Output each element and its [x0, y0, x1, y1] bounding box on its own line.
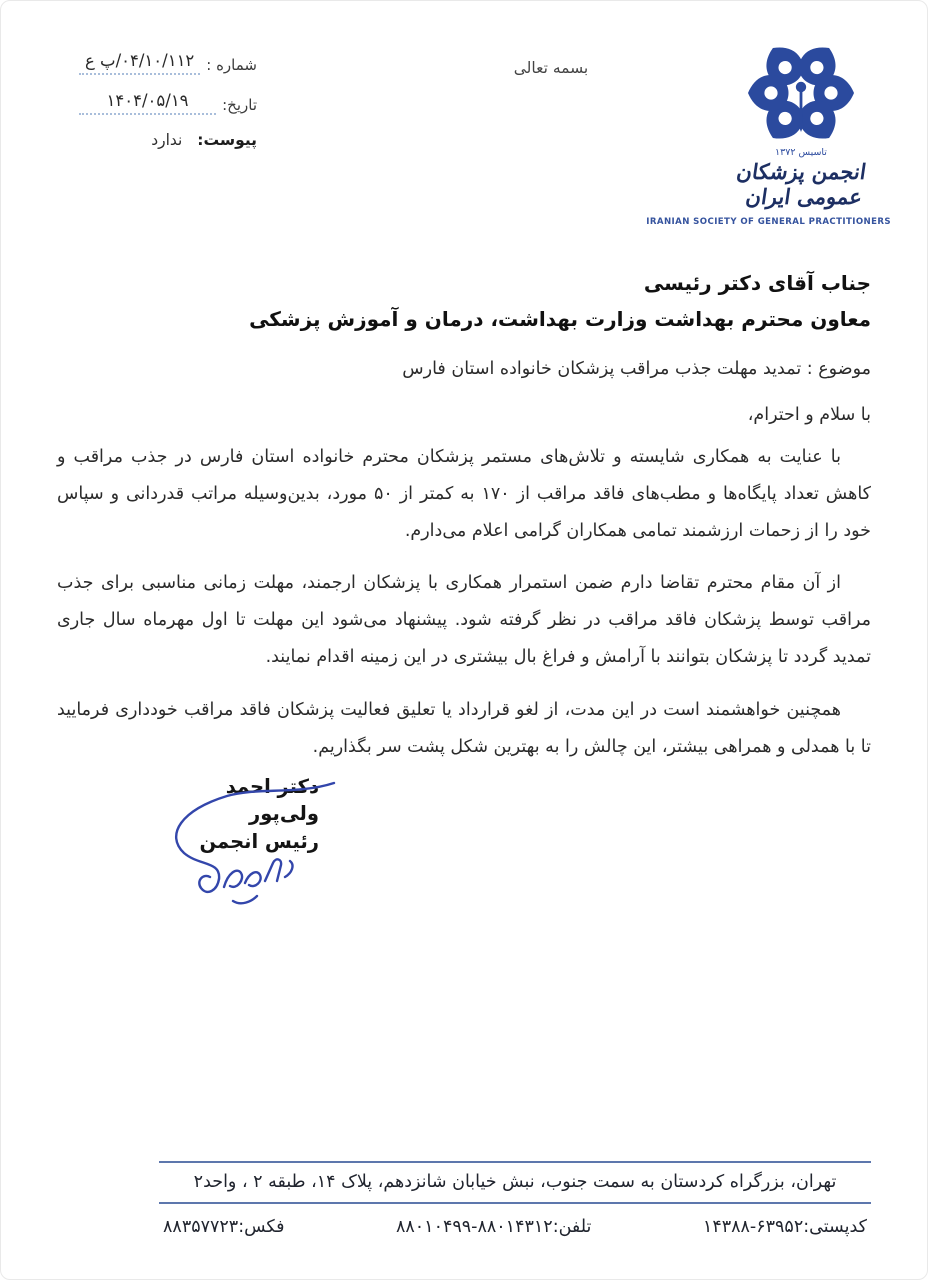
letter-number-value: ۰۴/۱۰/۱۱۲/پ ع: [84, 51, 195, 70]
letter-number-field: [79, 51, 257, 75]
logo-name-english: IRANIAN SOCIETY OF GENERAL PRACTITIONERS: [646, 217, 891, 228]
phone-label: تلفن:: [552, 1217, 592, 1237]
postal-code-value: ۱۴۳۸۸-۶۳۹۵۲: [702, 1217, 804, 1237]
signer-title: رئیس انجمن: [199, 829, 319, 853]
fax-value: ۸۸۳۵۷۷۲۳: [163, 1217, 239, 1237]
letter-number-line: [79, 51, 200, 75]
attachment-field: [79, 131, 257, 149]
logo-name-persian: انجمن پزشکان عمومی ایران: [733, 160, 866, 210]
attachment-label: پیوست:: [197, 131, 257, 149]
recipient-name: جناب آقای دکتر رئیسی: [643, 271, 871, 295]
phone-item: [396, 1217, 591, 1237]
letter-footer: [159, 1161, 871, 1237]
paragraph-2: از آن مقام محترم تقاضا دارم ضمن استمرار همکاری با پزشکان ارجمند، مهلت زمانی مناسبی برای جذب مراقب توسط پزشکان فاقد مراقب در نظر گرفته شود. پیشنهاد می‌شود این مهلت تا اول مهرماه سال جاری تمدید گردد تا پزشکان بتوانند با آرامش و فراغ بال بیشتری در این زمینه اقدام نمایند.: [57, 573, 871, 668]
footer-rule-bottom: [159, 1202, 871, 1204]
bismillah-text: بسمه تعالی: [513, 59, 589, 77]
phone-value: ۸۸۰۱۰۴۹۹-۸۸۰۱۴۳۱۲: [395, 1217, 553, 1237]
signature-block: [149, 773, 319, 855]
paragraph-1: با عنایت به همکاری شایسته و تلاش‌های مستمر پزشکان محترم خانواده استان فارس در جذب مراقب و کاهش تعداد پایگاه‌ها و مطب‌های فاقد مراقب از ۱۷۰ به کمتر از ۵۰ مورد، بدین‌وسیله مراتب قدردانی و سپاس خود را از زحمات ارزشمند تمامی همکاران گرامی اعلام می‌دارم.: [57, 447, 872, 542]
letter-number-label: شماره :: [206, 56, 257, 74]
footer-address: تهران، بزرگراه کردستان به سمت جنوب، نبش خیابان شانزدهم، پلاک ۱۴، طبقه ۲ ، واحد۲: [193, 1172, 837, 1192]
paragraph-3: همچنین خواهشمند است در این مدت، از لغو قرارداد یا تعلیق فعالیت پزشکان فاقد مراقب خودداری فرمایید تا با همدلی و همراهی بیشتر، این چالش را به بهترین شکل پشت سر بگذاریم.: [57, 699, 871, 757]
letter-date-value: ۱۴۰۴/۰۵/۱۹: [106, 91, 189, 110]
postal-code-item: [703, 1217, 867, 1237]
attachment-value: ندارد: [151, 131, 183, 149]
letter-body: [57, 271, 871, 781]
recipient-title: معاون محترم بهداشت وزارت بهداشت، درمان و آموزش پزشکی: [249, 307, 871, 331]
fax-label: فکس:: [238, 1217, 285, 1237]
fax-item: [163, 1217, 284, 1237]
society-emblem-icon: [745, 33, 857, 149]
society-logo: [646, 33, 891, 228]
signer-name: دکتر احمد ولی‌پور: [225, 775, 319, 826]
footer-contacts: [159, 1217, 871, 1237]
subject-line: موضوع : تمدید مهلت جذب مراقب پزشکان خانواده استان فارس: [402, 359, 871, 379]
letter-date-field: [79, 91, 257, 115]
reference-block: [79, 51, 257, 149]
letter-date-line: [79, 91, 216, 115]
salutation-line: با سلام و احترام،: [747, 405, 871, 425]
logo-established-text: تاسیس ۱۳۷۲: [775, 147, 827, 158]
letter-date-label: تاریخ:: [222, 96, 257, 114]
postal-code-label: کدپستی:: [803, 1217, 867, 1237]
